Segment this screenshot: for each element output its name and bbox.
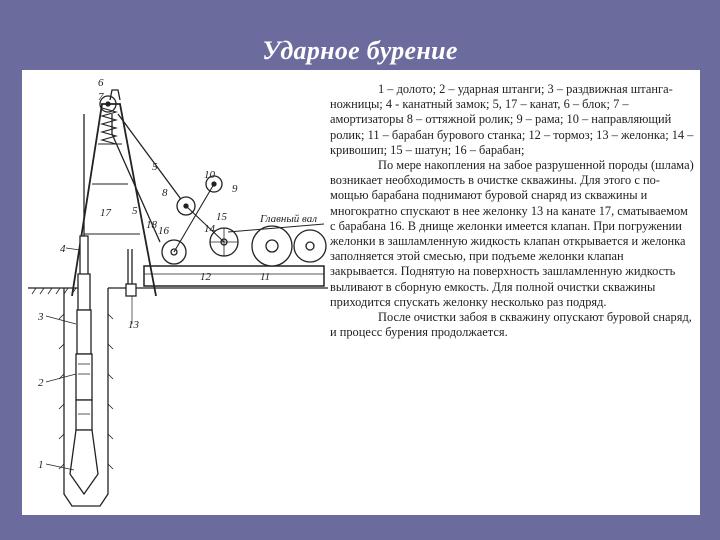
label-16: 16 bbox=[158, 225, 169, 237]
label-8: 8 bbox=[162, 187, 168, 199]
label-3: 3 bbox=[38, 311, 44, 323]
drill-bit bbox=[70, 430, 98, 494]
label-18: 18 bbox=[146, 219, 157, 231]
drum-11 bbox=[252, 226, 292, 266]
label-5b: 5 bbox=[132, 205, 138, 217]
label-4: 4 bbox=[60, 243, 66, 255]
legend-text: 1 – долото; 2 – ударная штанги; 3 – раздвижная штанга-ножницы; 4 - канатный замок; 5, 17 – канат, 6 – блок; 7 – амортизаторы 8 – оттяжной ролик; 9 – рама; 10 – направляющий ролик; 11 – барабан бурового станка; 12 – тормоз; 13 – желонка; 14 – кривошип; 15 – шатун; 16 – барабан; bbox=[330, 82, 694, 157]
label-12: 12 bbox=[200, 271, 211, 283]
slide-title: Ударное бурение bbox=[262, 36, 458, 65]
label-5: 5 bbox=[152, 161, 158, 173]
label-14: 14 bbox=[204, 223, 215, 235]
content-panel bbox=[22, 70, 700, 515]
label-15: 15 bbox=[216, 211, 227, 223]
label-9: 9 bbox=[232, 183, 238, 195]
label-17: 17 bbox=[100, 207, 111, 219]
machine-frame bbox=[144, 266, 324, 286]
label-13: 13 bbox=[128, 319, 139, 331]
label-1: 1 bbox=[38, 459, 44, 471]
label-2: 2 bbox=[38, 377, 44, 389]
label-7: 7 bbox=[98, 91, 104, 103]
paragraph-cleaning: По мере накопления на забое разрушенной породы (шлама) возникает необходимость в очистке скважины. Для этого с по-мощью барабана поднимают буровой снаряд из скважины и многократно спускают в нее желонку 13 на канате 17, сматываемом с барабана 16. В днище желонки имеется клапан. При погружении желонки в зашламленную жидкость клапан открывается и желонка заполняется этой смесью, при подъеме желонки клапан закрывается. Поднятую на поверхность зашламленную жидкость выливают в сборную емкость. Для полной очистки скважины приходится спускать желонку несколько раз подряд. bbox=[330, 158, 694, 309]
text-column bbox=[330, 82, 694, 340]
paragraph-resume: После очистки забоя в скважину опускают буровой снаряд, и процесс бурения продолжается. bbox=[330, 310, 692, 340]
drill-string bbox=[78, 236, 90, 310]
drilling-rig-diagram bbox=[28, 74, 330, 510]
label-11: 11 bbox=[260, 271, 271, 283]
label-6: 6 bbox=[98, 77, 104, 89]
drive-wheel bbox=[294, 230, 326, 262]
label-10: 10 bbox=[204, 169, 215, 181]
label-main-shaft: Главный вал bbox=[260, 213, 318, 225]
